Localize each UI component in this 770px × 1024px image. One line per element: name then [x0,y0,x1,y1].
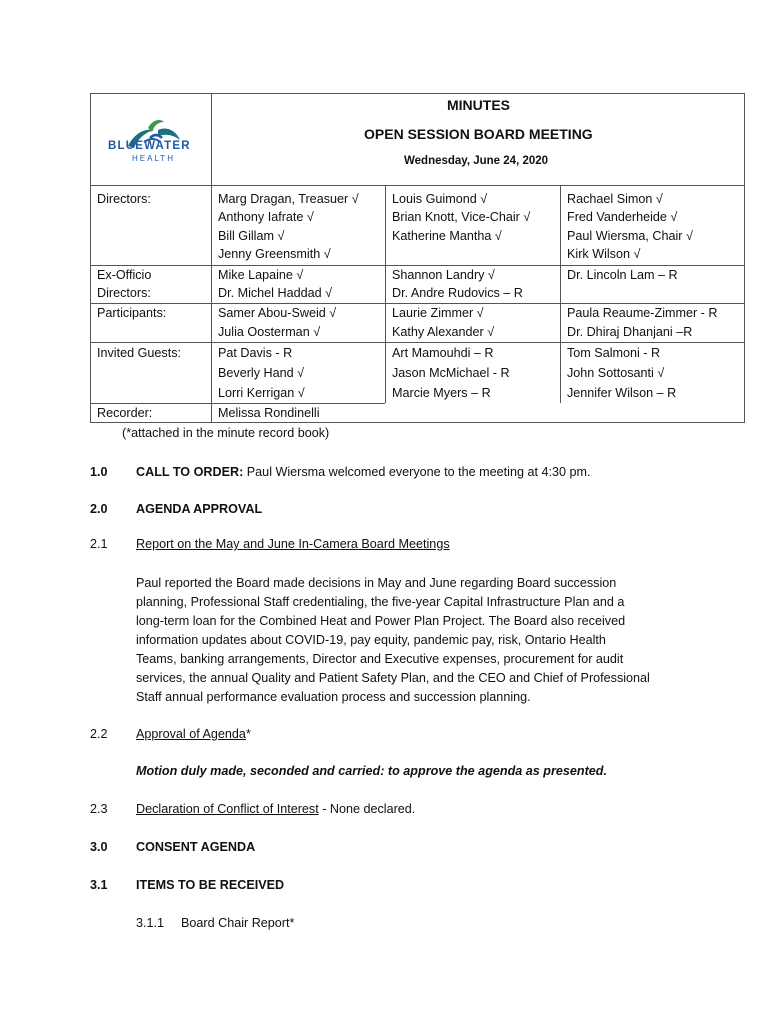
exofficio-name: Mike Lapaine √ [218,268,304,282]
paragraph-line: Staff annual performance evaluation process and succession planning. [136,690,531,704]
section-text: Paul Wiersma welcomed everyone to the meeting at 4:30 pm. [246,465,591,479]
participant-name: Samer Abou-Sweid √ [218,306,337,320]
participant-name: Dr. Dhiraj Dhanjani –R [567,325,693,339]
section-number: 2.0 [90,502,108,516]
section-number: 2.1 [90,537,108,551]
paragraph-line: services, the annual Quality and Patient Safety Plan, and the CEO and Chief of Professional [136,671,650,685]
paragraph-line: Paul reported the Board made decisions in May and June regarding Board succession [136,576,617,590]
table-divider [211,93,212,423]
table-divider [560,185,561,403]
directors-name: Brian Knott, Vice-Chair √ [392,210,531,224]
exofficio-label: Directors: [97,286,151,300]
section-conflict [136,802,415,816]
guest-name: John Sottosanti √ [567,366,665,380]
table-divider [385,185,386,403]
exofficio-label: Ex-Officio [97,268,152,282]
section-heading: Declaration of Conflict of Interest [136,802,319,816]
table-divider [90,303,745,304]
exofficio-name: Dr. Michel Haddad √ [218,286,333,300]
section-number: 3.1 [90,878,108,892]
paragraph-line: Teams, banking arrangements, Director and Executive expenses, procurement for audit [136,652,624,666]
guest-name: Jason McMichael - R [392,366,510,380]
guest-name: Beverly Hand √ [218,366,305,380]
guest-name: Jennifer Wilson – R [567,386,677,400]
section-number: 3.0 [90,840,108,854]
directors-name: Rachael Simon √ [567,192,663,206]
directors-name: Bill Gillam √ [218,229,285,243]
section-text: - None declared. [318,802,416,816]
meeting-title: OPEN SESSION BOARD MEETING [364,126,593,142]
participant-name: Julia Oosterman √ [218,325,321,339]
exofficio-name: Dr. Andre Rudovics – R [392,286,523,300]
directors-name: Louis Guimond √ [392,192,488,206]
directors-name: Kirk Wilson √ [567,247,641,261]
directors-label: Directors: [97,192,151,206]
meeting-date: Wednesday, June 24, 2020 [404,155,549,167]
directors-name: Fred Vanderheide √ [567,210,678,224]
section-heading: AGENDA APPROVAL [136,502,263,516]
directors-name: Marg Dragan, Treasuer √ [218,192,359,206]
participant-name: Laurie Zimmer √ [392,306,484,320]
section-number: 2.2 [90,727,108,741]
section-number: 2.3 [90,802,108,816]
section-heading: CONSENT AGENDA [136,840,256,854]
directors-name: Paul Wiersma, Chair √ [567,229,693,243]
exofficio-name: Shannon Landry √ [392,268,495,282]
directors-name: Katherine Mantha √ [392,229,502,243]
exofficio-name: Dr. Lincoln Lam – R [567,268,678,282]
directors-name: Jenny Greensmith √ [218,247,331,261]
paragraph-line: planning, Professional Staff credentialing, the five-year Capital Infrastructure Plan and a [136,595,625,609]
attachment-marker: * [245,727,251,741]
subsection-number: 3.1.1 [136,916,165,930]
paragraph-line: long-term loan for the Combined Heat and Power Plan Project. The Board also received [136,614,626,628]
section-heading: Report on the May and June In-Camera Board Meetings [136,537,450,551]
participant-name: Paula Reaume-Zimmer - R [567,306,718,320]
attached-note: (*attached in the minute record book) [122,426,330,440]
guests-label: Invited Guests: [97,346,181,360]
table-divider [90,342,745,343]
guest-name: Pat Davis - R [218,346,293,360]
recorder-name: Melissa Rondinelli [218,406,320,420]
paragraph-line: information updates about COVID-19, pay equity, pandemic pay, risk, Ontario Health [136,633,606,647]
motion-text: Motion duly made, seconded and carried: to approve the agenda as presented. [136,764,607,778]
directors-name: Anthony Iafrate √ [218,210,314,224]
subsection-heading: Board Chair Report* [181,916,295,930]
recorder-label: Recorder: [97,406,153,420]
guest-name: Tom Salmoni - R [567,346,661,360]
section-approval [136,727,251,741]
document-title: MINUTES [447,97,510,113]
participants-label: Participants: [97,306,167,320]
guest-name: Art Mamouhdi – R [392,346,494,360]
logo-wordmark: BLUEWATER [108,140,191,152]
participant-name: Kathy Alexander √ [392,325,495,339]
section-number: 1.0 [90,465,108,479]
guest-name: Lorri Kerrigan √ [218,386,305,400]
table-divider [90,265,745,266]
table-divider [90,403,385,404]
section-heading: CALL TO ORDER: [136,465,244,479]
section-heading: Approval of Agenda [136,727,246,741]
section-heading: ITEMS TO BE RECEIVED [136,878,285,892]
section-paragraph [136,574,711,707]
section-call-to-order [136,465,590,479]
logo-subtitle: HEALTH [132,154,175,163]
guest-name: Marcie Myers – R [392,386,491,400]
table-divider [90,185,745,186]
